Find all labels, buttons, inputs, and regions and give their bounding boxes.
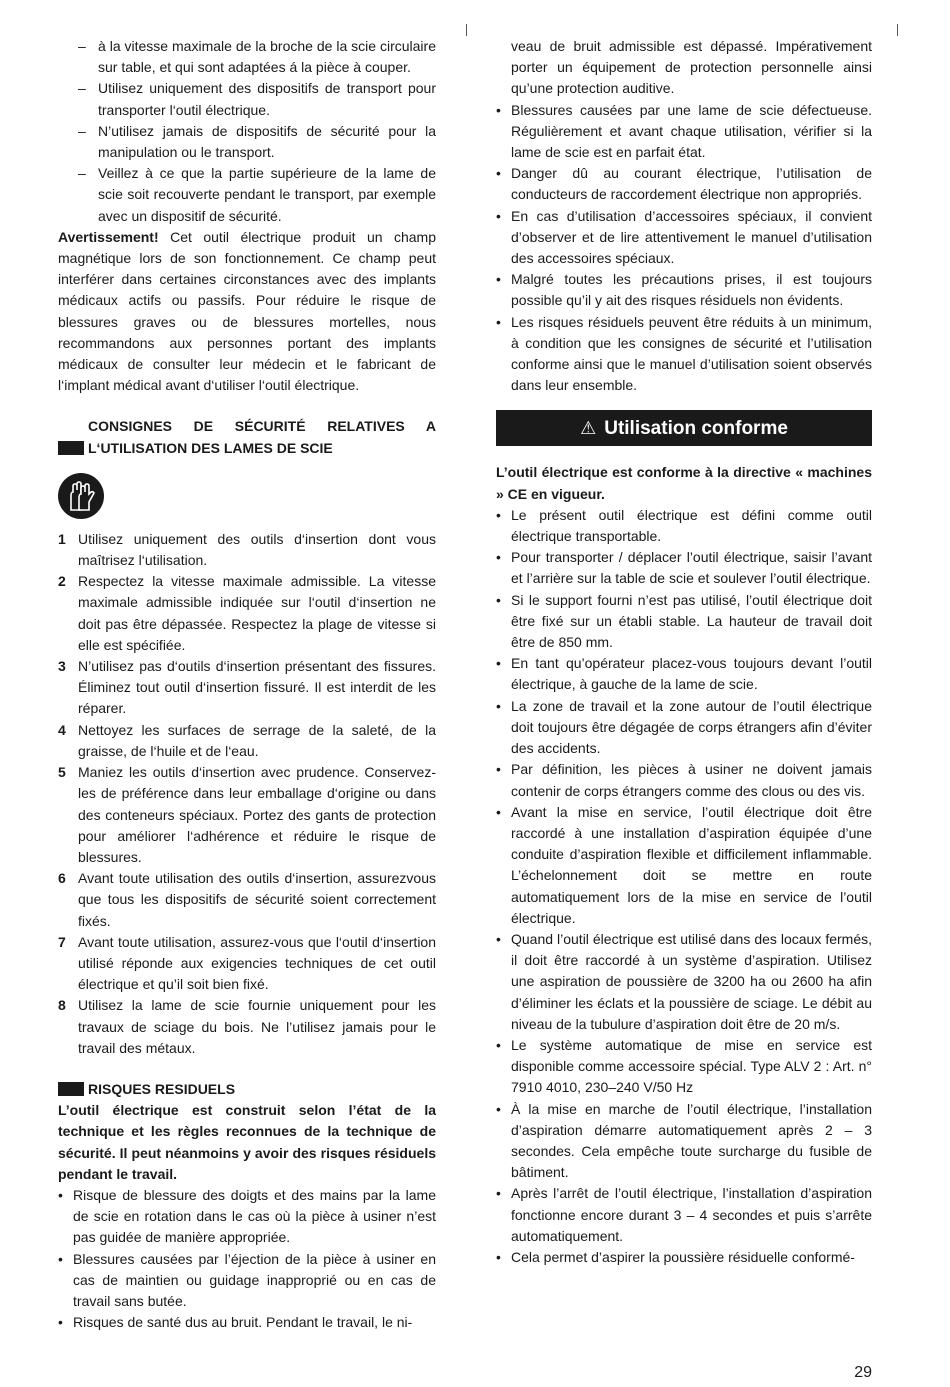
residual-risks-intro: L’outil électrique est construit selon l’état de la technique et les règles reconnues de la technique de sécurité. Il peut néanmoins y avoir des risques résiduels pendant le travail.	[58, 1102, 436, 1182]
numbered-item: 6 Avant toute utilisation des outils d‘insertion, assurezvous que tous les dispositifs de sécurité soient correctement fixés.	[58, 870, 436, 929]
bullet-item: • Si le support fourni n’est pas utilisé, l’outil électrique doit être fixé sur un établi stable. La hauteur de travail doit être de 850 mm.	[496, 591, 872, 651]
bullet-item: • La zone de travail et la zone autour de l’outil électrique doit toujours être dégagée de corps étrangers afin d’éviter des accidents.	[496, 697, 872, 757]
numbered-item: 2 Respectez la vitesse maximale admissible. La vitesse maximale admissible indiquée sur l‘outil d‘insertion ne doit pas être dépassée. Respectez la plage de vitesse si elle est spécifiée.	[58, 573, 436, 653]
intended-use-intro: L’outil électrique est conforme à la directive « machines » CE en vigueur.	[496, 464, 872, 502]
crop-mark	[466, 24, 467, 36]
heading-marker	[58, 1082, 84, 1096]
heading-line: RISQUES RESIDUELS	[88, 1080, 236, 1097]
right-column	[496, 36, 872, 1268]
bullet-item: • Malgré toutes les précautions prises, il est toujours possible qu’il y ait des risques résiduels non évidents.	[496, 271, 872, 309]
bullet-item: • Cela permet d’aspirer la poussière résiduelle conformé-	[496, 1248, 855, 1265]
bullet-item: • Le système automatique de mise en service est disponible comme accessoire spécial. Type ALV 2 : Art. n° 7910 4010, 230–240 V/50 Hz	[496, 1036, 872, 1096]
section-heading-saw-blades-line2	[58, 438, 436, 459]
numbered-item: 4 Nettoyez les surfaces de serrage de la saleté, de la graisse, de l‘huile et de l‘eau.	[58, 721, 436, 759]
heading-marker	[58, 441, 84, 455]
bullet-item: • Risques de santé dus au bruit. Pendant le travail, le ni-	[58, 1314, 413, 1331]
numbered-item: 7 Avant toute utilisation, assurez-vous que l‘outil d‘insertion utilisé réponde aux exigencies techniques de cet outil électrique et qu’il soit bien fixé.	[58, 933, 436, 993]
bullet-item: • Après l’arrêt de l’outil électrique, l’installation d’aspiration fonctionne encore durant 3 – 4 secondes et puis s’arrête automatiquement.	[496, 1185, 872, 1244]
numbered-item: 5 Maniez les outils d‘insertion avec prudence. Conservez-les de préférence dans leur emballage d‘origine ou dans des conteneurs spéciaux. Portez des gants de protection pour améliorer l‘adhérence et réduire le risque de blessures.	[58, 764, 436, 865]
bullet-item: • Blessures causées par une lame de scie défectueuse. Régulièrement et avant chaque utilisation, vérifier si la lame de scie est en parfait état.	[496, 101, 872, 161]
bullet-item: • Avant la mise en service, l’outil électrique doit être raccordé à une installation d’aspiration équipée d’une conduite d’aspiration flexible et difficilement inflammable. L’échelonnement doit se mettre en route automatiquement lors de la mise en service de l’outil électrique.	[496, 803, 872, 926]
crop-mark	[897, 24, 898, 36]
bullet-item: • Le présent outil électrique est défini comme outil électrique transportable.	[496, 506, 872, 545]
dash-item: – Veillez à ce que la partie supérieure de la lame de scie soit recouverte pendant le transport, par exemple avec un dispositif de sécurité.	[78, 165, 436, 224]
section-heading-saw-blades	[58, 416, 436, 437]
bullet-item: • Risque de blessure des doigts et des mains par la lame de scie en rotation dans le cas où la pièce à usiner n’est pas guidée de manière appropriée.	[58, 1186, 436, 1246]
heading-line: CONSIGNES DE SÉCURITÉ RELATIVES A	[88, 418, 436, 435]
continued-text: veau de bruit admissible est dépassé. Impérativement porter un équipement de protection personnelle ainsi qu’une protection auditive.	[511, 38, 872, 97]
warning-paragraph	[58, 227, 436, 397]
bullet-item: • Pour transporter / déplacer l’outil électrique, saisir l’avant et l’arrière sur la table de scie et soulever l’outil électrique.	[496, 549, 872, 587]
bullet-item: • Par définition, les pièces à usiner ne doivent jamais contenir de corps étrangers comme des clous ou des vis.	[496, 761, 872, 799]
bullet-item: • Danger dû au courant électrique, l’utilisation de conducteurs de raccordement électrique non appropriés.	[496, 165, 872, 203]
section-banner-intended-use	[496, 410, 872, 446]
dash-item: – Utilisez uniquement des dispositifs de transport pour transporter l‘outil électrique.	[78, 80, 436, 118]
bullet-item: • Les risques résiduels peuvent être réduits à un minimum, à condition que les consignes de sécurité et l’utilisation conforme ainsi que le manuel d’utilisation soient observés dans leur ensemble.	[496, 313, 872, 394]
bullet-item: • En cas d’utilisation d’accessoires spéciaux, il convient d’observer et de lire attentivement le manuel d’utilisation des accessoires spéciaux.	[496, 207, 872, 267]
warning-text: Cet outil électrique produit un champ magnétique lors de son fonctionnement. Ce champ peut interférer dans certaines circonstances avec des implants médicaux actifs ou passifs. Pour réduire le risque de blessures graves ou de blessures mortelles, nous recommandons aux personnes portant des implants médicaux de consulter leur médecin et le fabricant de l‘implant médical avant d‘utiliser l‘outil électrique.	[58, 228, 436, 394]
bullet-item: • Blessures causées par l’éjection de la pièce à usiner en cas de maintien ou guidage inapproprié ou en cas de travail sans butée.	[58, 1250, 436, 1309]
protective-gloves-icon	[58, 473, 104, 519]
warning-label: Avertissement!	[58, 228, 159, 245]
numbered-item: 1 Utilisez uniquement des outils d‘insertion dont vous maîtrisez l‘utilisation.	[58, 530, 436, 569]
dash-item: – à la vitesse maximale de la broche de la scie circulaire sur table, et qui sont adaptées á la pièce à couper.	[78, 38, 436, 76]
numbered-item: 3 N’utilisez pas d‘outils d‘insertion présentant des fissures. Éliminez tout outil d‘insertion fissuré. Il est interdit de les réparer.	[58, 658, 436, 717]
heading-line: L‘UTILISATION DES LAMES DE SCIE	[88, 439, 333, 456]
warning-triangle-icon: ⚠	[580, 417, 597, 438]
left-column	[58, 36, 436, 1333]
bullet-item: • Quand l’outil électrique est utilisé dans des locaux fermés, il doit être raccordé à un système d’aspiration. Utilisez une aspiration de poussière de 3200 ha ou 2600 ha afin d’éliminer les éclats et la poussière de sciage. Le débit au niveau de la tubulure d’aspiration doit être de 20 m/s.	[496, 930, 872, 1032]
bullet-item: • À la mise en marche de l’outil électrique, l’installation d’aspiration démarre automatiquement après 2 – 3 secondes. Cela empêche toute surcharge du fusible de bâtiment.	[496, 1100, 872, 1181]
bullet-item: • En tant qu’opérateur placez-vous toujours devant l’outil électrique, à gauche de la lame de scie.	[496, 655, 872, 693]
page-number: 29	[854, 1364, 872, 1381]
dash-item: – N’utilisez jamais de dispositifs de sécurité pour la manipulation ou le transport.	[78, 122, 436, 161]
section-heading-residual-risks	[58, 1079, 436, 1100]
banner-title: Utilisation conforme	[604, 417, 788, 439]
numbered-item: 8 Utilisez la lame de scie fournie uniquement pour les travaux de sciage du bois. Ne l’utilisez jamais pour le travail des métaux.	[58, 997, 436, 1056]
